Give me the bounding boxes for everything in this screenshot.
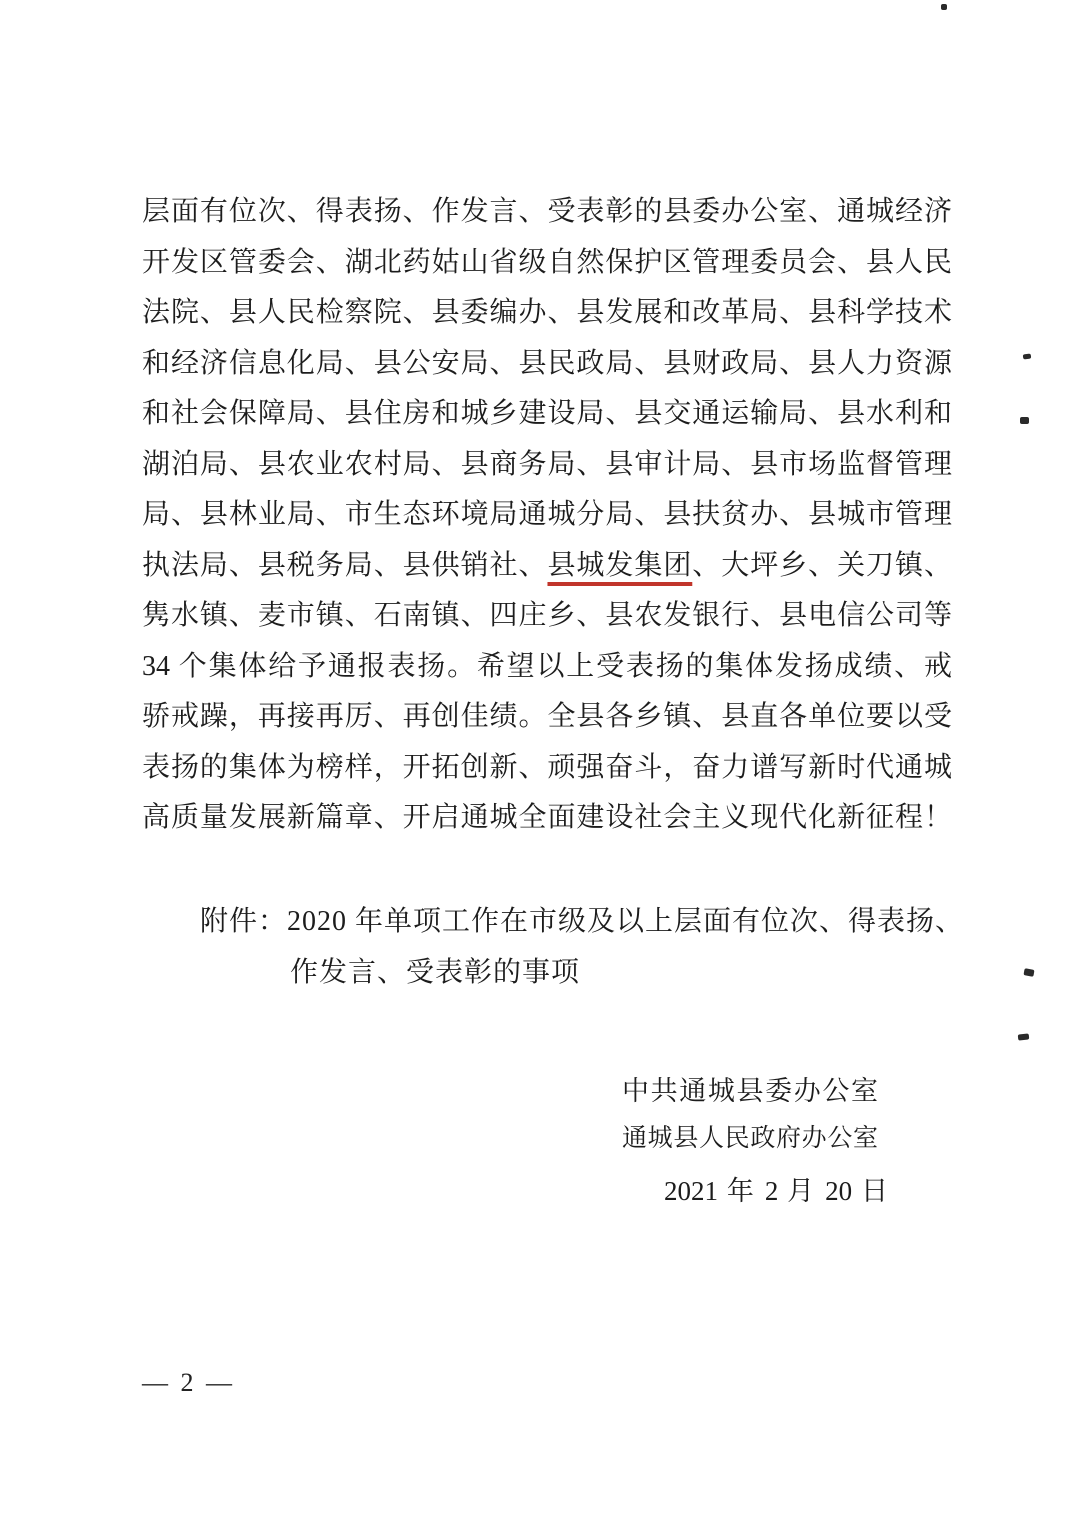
body-line-4: 和经济信息化局、县公安局、县民政局、县财政局、县人力资源 (142, 347, 952, 379)
signature-org-2: 通城县人民政府办公室 (622, 1125, 878, 1152)
scan-speck (1023, 353, 1032, 359)
scan-speck (1020, 417, 1029, 424)
body-line-10: 34 个集体给予通报表扬。希望以上受表扬的集体发扬成绩、戒 (142, 650, 952, 682)
body-line-12: 表扬的集体为榜样，开拓创新、顽强奋斗，奋力谱写新时代通城 (142, 751, 952, 783)
signature-org-1: 中共通城县委办公室 (622, 1076, 878, 1106)
body-line-3: 法院、县人民检察院、县委编办、县发展和改革局、县科学技术 (142, 297, 952, 328)
body-line-9: 隽水镇、麦市镇、石南镇、四庄乡、县农发银行、县电信公司等 (142, 600, 952, 631)
body-line-7: 局、县林业局、市生态环境局通城分局、县扶贫办、县城市管理 (142, 499, 952, 530)
attachment-line-2: 作发言、受表彰的事项 (290, 956, 581, 988)
body-line-8-after: 、大坪乡、关刀镇、 (692, 549, 952, 581)
scan-speck (1023, 968, 1034, 977)
scan-speck (1018, 1033, 1030, 1040)
body-line-2: 开发区管委会、湖北药姑山省级自然保护区管理委员会、县人民 (142, 246, 952, 278)
page-number: — 2 — (142, 1368, 235, 1397)
body-line-13: 高质量发展新篇章、开启通城全面建设社会主义现代化新征程！ (142, 802, 952, 833)
red-underlined-text: 县城发集团 (547, 549, 693, 581)
body-line-6: 湖泊局、县农业农村局、县商务局、县审计局、县市场监督管理 (142, 448, 952, 480)
attachment-line-1: 附件：2020 年单项工作在市级及以上层面有位次、得表扬、 (200, 906, 965, 937)
body-paragraph (142, 187, 952, 844)
body-line-8-before: 执法局、县税务局、县供销社、 (142, 549, 548, 581)
body-line-11: 骄戒躁，再接再厉、再创佳绩。全县各乡镇、县直各单位要以受 (142, 701, 952, 732)
signature-date: 2021 年 2 月 20 日 (664, 1176, 888, 1206)
body-line-1: 层面有位次、得表扬、作发言、受表彰的县委办公室、通城经济 (142, 196, 952, 227)
body-line-5: 和社会保障局、县住房和城乡建设局、县交通运输局、县水利和 (142, 398, 952, 429)
body-line-8 (142, 541, 952, 592)
attachment-note (200, 897, 970, 998)
scan-speck (941, 4, 947, 10)
